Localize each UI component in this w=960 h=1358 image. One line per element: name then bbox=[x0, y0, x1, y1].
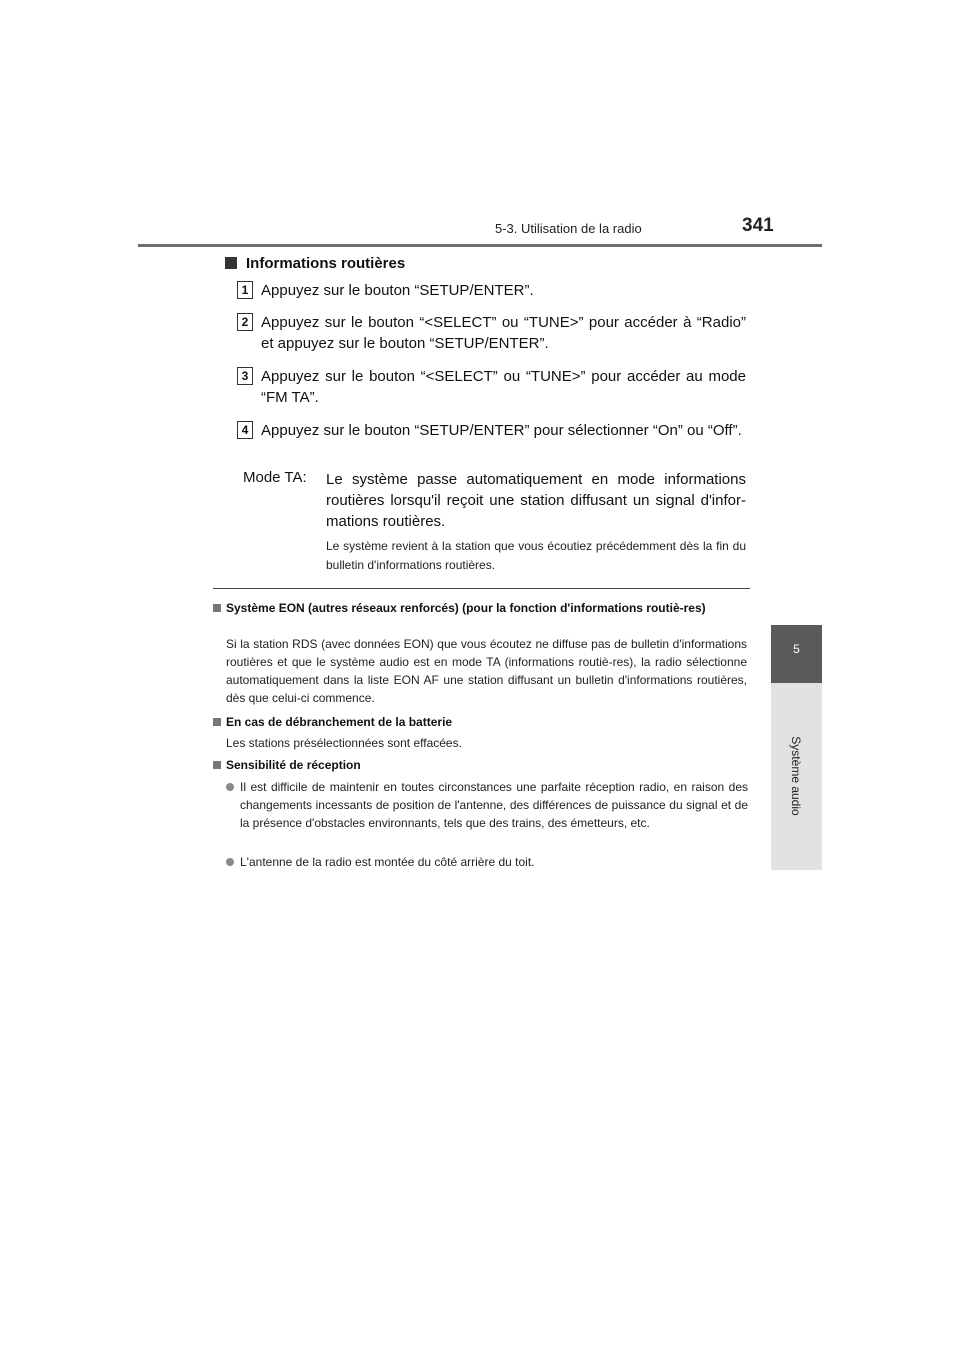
note-heading-eon bbox=[213, 600, 750, 617]
note-heading-eon-text: Système EON (autres réseaux renforcés) (pour la fonction d'informations routiè-res) bbox=[226, 601, 706, 615]
note-text-battery: Les stations présélectionnées sont effacées. bbox=[226, 736, 462, 750]
chapter-title: Système audio bbox=[789, 736, 803, 816]
section-heading bbox=[225, 255, 405, 272]
note-heading-sensitivity bbox=[213, 757, 750, 774]
note-text-eon: Si la station RDS (avec données EON) que vous écoutez ne diffuse pas de bulletin d'informations routières et que le système audio est en mode TA (informations routiè-res), la radio sélectionne automatiquement dans la liste EON AF une station diffusant un bulletin d'informations routières, dès que celui-ci commence. bbox=[226, 637, 747, 705]
step-number-3: 3 bbox=[237, 367, 253, 385]
header-divider bbox=[138, 244, 822, 247]
note-heading-battery bbox=[213, 714, 750, 731]
square-bullet-icon bbox=[225, 257, 237, 269]
note-heading-sensitivity-text: Sensibilité de réception bbox=[226, 758, 361, 772]
page-number: 341 bbox=[742, 215, 774, 236]
step-text-2: Appuyez sur le bouton “<SELECT” ou “TUNE>” pour accéder à “Radio” et appuyez sur le bouton “SETUP/ENTER”. bbox=[261, 314, 746, 352]
square-bullet-icon bbox=[213, 761, 221, 769]
step-number-1: 1 bbox=[237, 281, 253, 299]
square-bullet-icon bbox=[213, 718, 221, 726]
step-text-1: Appuyez sur le bouton “SETUP/ENTER”. bbox=[261, 282, 534, 299]
step-number-4: 4 bbox=[237, 421, 253, 439]
step-number-2: 2 bbox=[237, 313, 253, 331]
circle-bullet-icon bbox=[226, 858, 234, 866]
mode-note: Le système revient à la station que vous écoutiez précédemment dès la fin du bulletin d'informations routières. bbox=[326, 539, 746, 572]
mode-description: Le système passe automatiquement en mode informations routières lorsqu'il reçoit une station diffusant un signal d'infor-mations routières. bbox=[326, 471, 746, 530]
chapter-number: 5 bbox=[793, 642, 800, 656]
section-heading-text: Informations routières bbox=[246, 255, 406, 272]
header-section-title: 5-3. Utilisation de la radio bbox=[495, 221, 642, 236]
step-text-4: Appuyez sur le bouton “SETUP/ENTER” pour sélectionner “On” ou “Off”. bbox=[261, 422, 742, 439]
circle-bullet-icon bbox=[226, 783, 234, 791]
step-text-3: Appuyez sur le bouton “<SELECT” ou “TUNE>” pour accéder au mode “FM TA”. bbox=[261, 368, 746, 406]
mode-label: Mode TA: bbox=[243, 469, 307, 486]
square-bullet-icon bbox=[213, 604, 221, 612]
list-item: L'antenne de la radio est montée du côté arrière du toit. bbox=[240, 855, 535, 869]
note-heading-battery-text: En cas de débranchement de la batterie bbox=[226, 715, 453, 729]
notes-divider bbox=[213, 588, 750, 589]
list-item: Il est difficile de maintenir en toutes circonstances une parfaite réception radio, en raison des changements incessants de position de l'antenne, des différences de puissance du signal et de la présence d'obstacles environnants, tels que des trains, des émetteurs, etc. bbox=[240, 780, 748, 830]
